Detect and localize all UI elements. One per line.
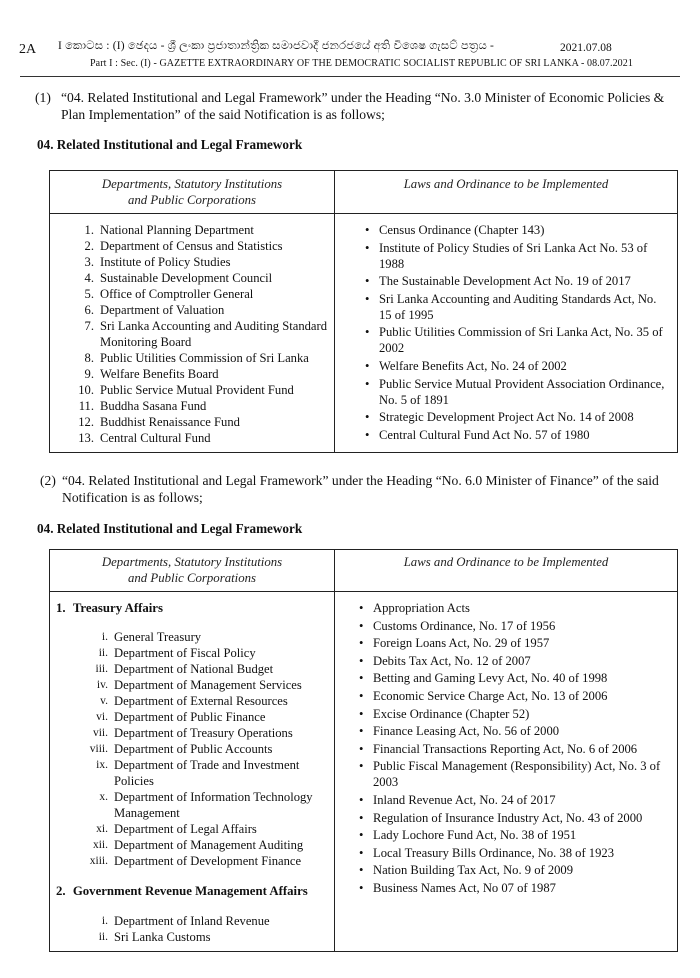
- law-item: [359, 688, 667, 704]
- department-item: [76, 757, 334, 789]
- department-item: [70, 222, 334, 238]
- item-number: 7.: [84, 319, 94, 333]
- law-item: [365, 427, 667, 443]
- table1-laws-cell: [335, 214, 678, 453]
- law-text: Debits Tax Act, No. 12 of 2007: [373, 653, 531, 668]
- law-text: Sri Lanka Accounting and Auditing Standards Act, No. 15 of 1995: [379, 291, 657, 322]
- bullet-icon: •: [365, 376, 370, 391]
- law-text: Business Names Act, No 07 of 1987: [373, 880, 556, 895]
- law-item: [359, 845, 667, 861]
- law-text: Economic Service Charge Act, No. 13 of 2006: [373, 688, 608, 703]
- law-text: Betting and Gaming Levy Act, No. 40 of 1998: [373, 671, 608, 686]
- item-number: 2.: [84, 239, 94, 253]
- item-number: 8.: [84, 351, 94, 365]
- department-item: [70, 302, 334, 318]
- bullet-icon: •: [359, 863, 364, 878]
- item-text: Department of Fiscal Policy: [114, 646, 256, 660]
- law-item: [365, 273, 667, 289]
- law-item: [359, 880, 667, 896]
- gazette-title-sinhala: I කොටස : (I) ඡෙදය - ශ්‍රී ලංකා ප්‍රජාතාන්ත්‍රික සමාජවාදී ජනරජයේ අති විශෙෂ ගැසට් පත්‍රය -: [58, 40, 495, 52]
- law-text: Welfare Benefits Act, No. 24 of 2002: [379, 358, 567, 373]
- paragraph-text: “04. Related Institutional and Legal Framework” under the Heading “No. 6.0 Minister of Finance” of the said Notification is as follows;: [62, 473, 659, 505]
- department-item: [70, 366, 334, 382]
- header-line: and Public Corporations: [128, 193, 256, 207]
- department-item: [70, 286, 334, 302]
- table2-departments-cell: [50, 592, 335, 952]
- law-text: Customs Ordinance, No. 17 of 1956: [373, 618, 556, 633]
- law-text: Finance Leasing Act, No. 56 of 2000: [373, 724, 560, 739]
- department-item: [76, 789, 334, 821]
- law-item: [359, 741, 667, 757]
- section-title-revenue: [56, 884, 334, 899]
- header-line: Departments, Statutory Institutions: [101, 555, 283, 569]
- department-item: [70, 382, 334, 398]
- department-item: [70, 270, 334, 286]
- law-item: [365, 240, 667, 272]
- department-item: [70, 414, 334, 430]
- bullet-icon: •: [359, 601, 364, 615]
- item-number: ii.: [98, 931, 108, 943]
- section-heading-1: 04. Related Institutional and Legal Framework: [37, 137, 303, 152]
- revenue-departments-list: [76, 913, 334, 945]
- item-text: Department of Census and Statistics: [100, 239, 283, 253]
- law-item: [365, 291, 667, 323]
- law-item: [365, 376, 667, 408]
- law-item: [359, 723, 667, 739]
- item-text: Welfare Benefits Board: [100, 367, 219, 381]
- table1-right-header: [335, 171, 678, 214]
- bullet-icon: •: [359, 724, 364, 739]
- law-text: Institute of Policy Studies of Sri Lanka Act No. 53 of 1988: [379, 240, 648, 271]
- department-item: [76, 629, 334, 645]
- law-item: [359, 706, 667, 722]
- item-text: Buddha Sasana Fund: [100, 399, 207, 413]
- departments-list: [70, 222, 334, 446]
- department-item: [70, 350, 334, 366]
- bullet-icon: •: [359, 828, 364, 843]
- item-number: 13.: [78, 431, 94, 445]
- bullet-icon: •: [365, 291, 370, 306]
- item-number: v.: [100, 695, 108, 707]
- paragraph-number: (2): [40, 473, 56, 488]
- item-text: Office of Comptroller General: [100, 287, 254, 301]
- item-number: 5.: [84, 287, 94, 301]
- law-text: Nation Building Tax Act, No. 9 of 2009: [373, 863, 574, 878]
- law-item: [359, 670, 667, 686]
- department-item: [70, 318, 334, 350]
- law-item: [359, 827, 667, 843]
- bullet-icon: •: [359, 792, 364, 807]
- item-text: Institute of Policy Studies: [100, 255, 231, 269]
- department-item: [76, 853, 334, 869]
- item-number: 10.: [78, 383, 94, 397]
- law-text: Strategic Development Project Act No. 14 of 2008: [379, 410, 634, 425]
- law-text: Financial Transactions Reporting Act, No. 6 of 2006: [373, 741, 638, 756]
- item-number: 12.: [78, 415, 94, 429]
- amendment-paragraph-1: [35, 89, 680, 123]
- item-text: Buddhist Renaissance Fund: [100, 415, 240, 429]
- law-text: Local Treasury Bills Ordinance, No. 38 of 1923: [373, 845, 614, 860]
- department-item: [70, 398, 334, 414]
- section-label: Treasury Affairs: [72, 601, 163, 615]
- item-text: Department of Development Finance: [114, 854, 302, 868]
- bullet-icon: •: [359, 880, 364, 895]
- bullet-icon: •: [359, 618, 364, 633]
- law-item: [359, 862, 667, 878]
- item-number: xi.: [96, 823, 108, 835]
- item-text: Public Utilities Commission of Sri Lanka: [100, 351, 309, 365]
- item-number: 1.: [84, 223, 94, 237]
- table1-departments-cell: [50, 214, 335, 453]
- item-text: Sri Lanka Customs: [114, 930, 211, 944]
- item-text: Department of Management Services: [114, 678, 302, 692]
- item-number: iv.: [96, 679, 108, 691]
- item-number: 6.: [84, 303, 94, 317]
- gazette-title-english: Part I : Sec. (I) - GAZETTE EXTRAORDINARY OF THE DEMOCRATIC SOCIALIST REPUBLIC OF SRI LANKA - 08.07.2021: [90, 58, 633, 69]
- amendment-paragraph-2: [40, 472, 680, 506]
- department-item: [76, 821, 334, 837]
- bullet-icon: •: [359, 759, 364, 774]
- law-text: Foreign Loans Act, No. 29 of 1957: [373, 636, 550, 651]
- department-item: [70, 254, 334, 270]
- item-text: Department of Information Technology Management: [114, 790, 313, 820]
- table2-right-header: [335, 550, 678, 592]
- section-title-treasury: [56, 601, 334, 616]
- department-item: [70, 238, 334, 254]
- item-number: viii.: [89, 743, 108, 755]
- item-text: Department of Valuation: [100, 303, 225, 317]
- paragraph-number: (1): [35, 90, 51, 105]
- item-number: xiii.: [89, 855, 108, 867]
- law-text: Regulation of Insurance Industry Act, No. 43 of 2000: [373, 810, 643, 825]
- law-item: [359, 635, 667, 651]
- item-text: Sri Lanka Accounting and Auditing Standard Monitoring Board: [100, 319, 328, 349]
- table2-laws-cell: [335, 592, 678, 952]
- bullet-icon: •: [365, 410, 370, 425]
- law-item: [365, 409, 667, 425]
- department-item: [76, 913, 334, 929]
- item-text: Department of External Resources: [114, 694, 288, 708]
- item-number: i.: [101, 915, 108, 927]
- department-item: [76, 677, 334, 693]
- page-number: 2A: [19, 42, 37, 57]
- item-text: Department of Public Finance: [114, 710, 266, 724]
- law-item: [365, 324, 667, 356]
- law-item: [359, 618, 667, 634]
- bullet-icon: •: [365, 274, 370, 289]
- item-number: 11.: [78, 399, 94, 413]
- item-text: Public Service Mutual Provident Fund: [100, 383, 294, 397]
- item-text: Central Cultural Fund: [100, 431, 211, 445]
- law-text: The Sustainable Development Act No. 19 of 2017: [379, 274, 631, 289]
- department-item: [76, 837, 334, 853]
- item-text: General Treasury: [114, 630, 202, 644]
- department-item: [76, 645, 334, 661]
- treasury-affairs-block: [56, 601, 334, 945]
- bullet-icon: •: [359, 688, 364, 703]
- law-item: [359, 792, 667, 808]
- item-number: 9.: [84, 367, 94, 381]
- bullet-icon: •: [359, 636, 364, 651]
- department-item: [76, 661, 334, 677]
- item-text: Department of National Budget: [114, 662, 274, 676]
- section-number: 1.: [56, 601, 66, 615]
- bullet-icon: •: [365, 223, 370, 237]
- bullet-icon: •: [365, 240, 370, 255]
- department-item: [76, 725, 334, 741]
- bullet-icon: •: [365, 325, 370, 340]
- department-item: [76, 929, 334, 945]
- department-item: [76, 709, 334, 725]
- bullet-icon: •: [365, 427, 370, 442]
- item-text: Department of Trade and Investment Policies: [114, 758, 300, 788]
- law-text: Central Cultural Fund Act No. 57 of 1980: [379, 427, 590, 442]
- item-number: ii.: [98, 647, 108, 659]
- item-text: Sustainable Development Council: [100, 271, 273, 285]
- item-number: vi.: [96, 711, 108, 723]
- gazette-date: 2021.07.08: [560, 42, 612, 54]
- table1-left-header: [50, 171, 335, 214]
- laws-list: [365, 222, 667, 443]
- item-number: i.: [101, 631, 108, 643]
- framework-table-2: [49, 549, 678, 952]
- framework-table-1: [49, 170, 678, 453]
- law-text: Appropriation Acts: [373, 601, 470, 615]
- department-item: [76, 693, 334, 709]
- bullet-icon: •: [359, 810, 364, 825]
- law-item: [365, 358, 667, 374]
- law-text: Census Ordinance (Chapter 143): [379, 223, 545, 237]
- section-number: 2.: [56, 884, 66, 898]
- item-number: ix.: [96, 759, 108, 771]
- item-number: x.: [99, 791, 108, 803]
- bullet-icon: •: [359, 706, 364, 721]
- header-line: Departments, Statutory Institutions: [101, 177, 283, 191]
- bullet-icon: •: [365, 358, 370, 373]
- item-number: 4.: [84, 271, 94, 285]
- law-item: [359, 810, 667, 826]
- item-number: iii.: [95, 663, 108, 675]
- treasury-departments-list: [76, 629, 334, 869]
- item-text: Department of Public Accounts: [114, 742, 273, 756]
- law-item: [359, 758, 667, 790]
- law-item: [359, 653, 667, 669]
- law-text: Public Fiscal Management (Responsibility) Act, No. 3 of 2003: [373, 759, 661, 790]
- department-item: [70, 430, 334, 446]
- bullet-icon: •: [359, 845, 364, 860]
- law-item: [365, 222, 667, 238]
- law-text: Public Utilities Commission of Sri Lanka Act, No. 35 of 2002: [379, 325, 663, 356]
- bullet-icon: •: [359, 741, 364, 756]
- item-text: Department of Treasury Operations: [114, 726, 293, 740]
- item-text: National Planning Department: [100, 223, 254, 237]
- section-label: Government Revenue Management Affairs: [72, 884, 308, 898]
- laws-list: [359, 600, 667, 896]
- law-text: Inland Revenue Act, No. 24 of 2017: [373, 792, 556, 807]
- item-text: Department of Legal Affairs: [114, 822, 257, 836]
- bullet-icon: •: [359, 671, 364, 686]
- paragraph-text: “04. Related Institutional and Legal Framework” under the Heading “No. 3.0 Minister of Economic Policies & Plan Implementation” of the said Notification is as follows;: [61, 90, 665, 122]
- header-line: Laws and Ordinance to be Implemented: [403, 555, 609, 569]
- department-item: [76, 741, 334, 757]
- table2-left-header: [50, 550, 335, 592]
- section-heading-2: 04. Related Institutional and Legal Framework: [37, 521, 303, 536]
- header-line: and Public Corporations: [128, 571, 256, 585]
- law-text: Excise Ordinance (Chapter 52): [373, 706, 530, 721]
- item-number: xii.: [92, 839, 108, 851]
- item-number: vii.: [92, 727, 108, 739]
- law-item: [359, 600, 667, 616]
- law-text: Public Service Mutual Provident Association Ordinance, No. 5 of 1891: [379, 376, 665, 407]
- header-rule: [20, 76, 680, 77]
- item-number: 3.: [84, 255, 94, 269]
- law-text: Lady Lochore Fund Act, No. 38 of 1951: [373, 828, 577, 843]
- item-text: Department of Inland Revenue: [114, 914, 270, 928]
- header-line: Laws and Ordinance to be Implemented: [403, 177, 609, 191]
- item-text: Department of Management Auditing: [114, 838, 304, 852]
- bullet-icon: •: [359, 653, 364, 668]
